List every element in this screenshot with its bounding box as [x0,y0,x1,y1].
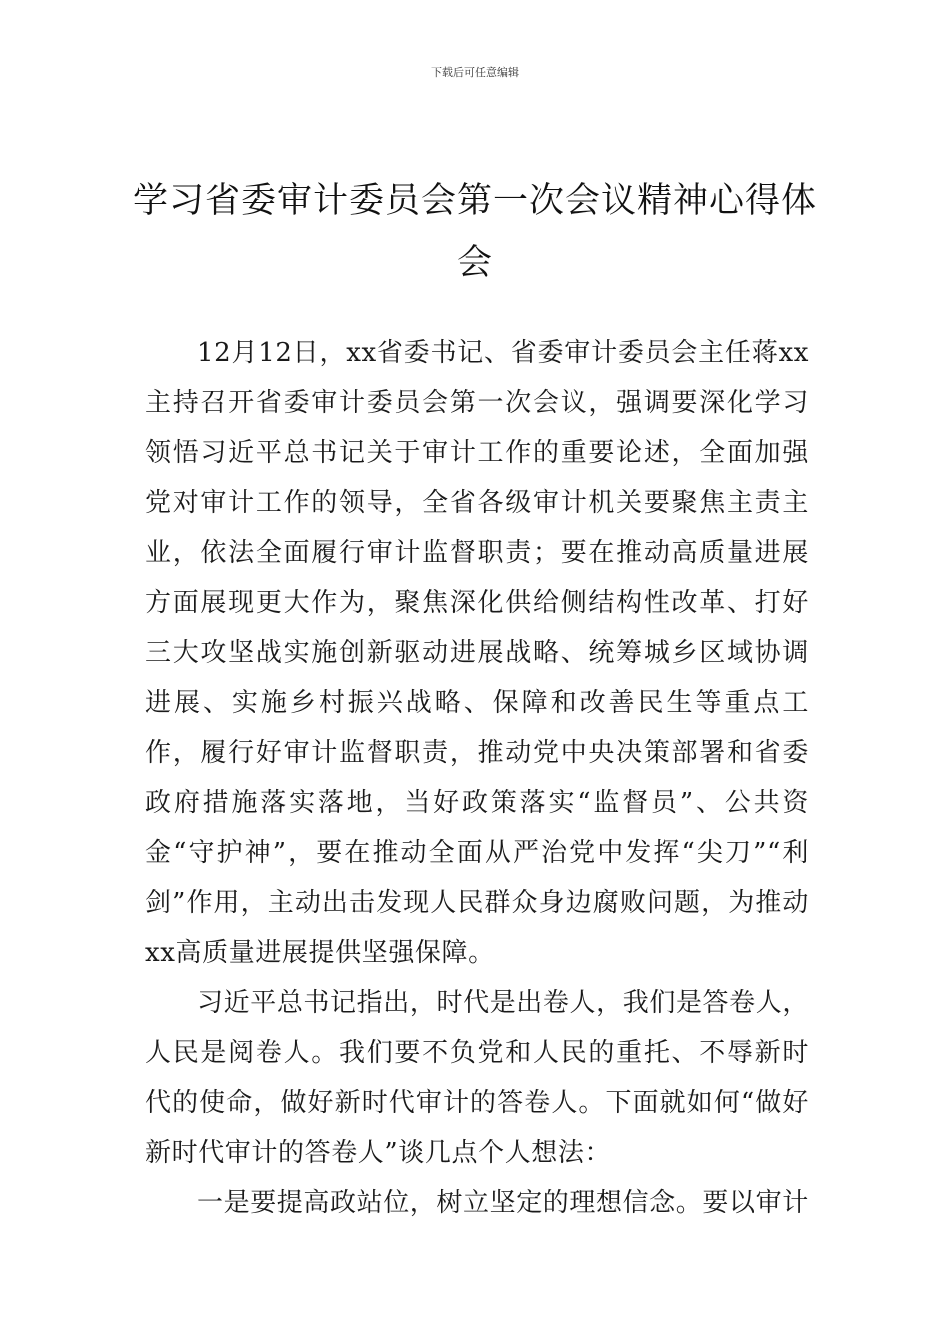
document-body [145,328,809,1228]
paragraph: 12月12日，xx省委书记、省委审计委员会主任蒋xx主持召开省委审计委员会第一次会议，强调要深化学习领悟习近平总书记关于审计工作的重要论述，全面加强党对审计工作的领导，全省各级审计机关要聚焦主责主业，依法全面履行审计监督职责；要在推动高质量进展方面展现更大作为，聚焦深化供给侧结构性改革、打好三大攻坚战实施创新驱动进展战略、统筹城乡区域协调进展、实施乡村振兴战略、保障和改善民生等重点工作，履行好审计监督职责，推动党中央决策部署和省委政府措施落实落地，当好政策落实“监督员”、公共资金“守护神”，要在推动全面从严治党中发挥“尖刀”“利剑”作用，主动出击发现人民群众身边腐败问题，为推动xx高质量进展提供坚强保障。 [145,338,810,968]
paragraph: 习近平总书记指出，时代是出卷人，我们是答卷人，人民是阅卷人。我们要不负党和人民的重托、不辱新时代的使命，做好新时代审计的答卷人。下面就如何“做好新时代审计的答卷人”谈几点个人想法： [145,988,809,1168]
document-title: 学习省委审计委员会第一次会议精神心得体会 [132,181,817,283]
page-header-note: 下载后可任意编辑 [431,66,519,79]
paragraph: 一是要提高政站位，树立坚定的理想信念。要以审计 [197,1188,809,1218]
